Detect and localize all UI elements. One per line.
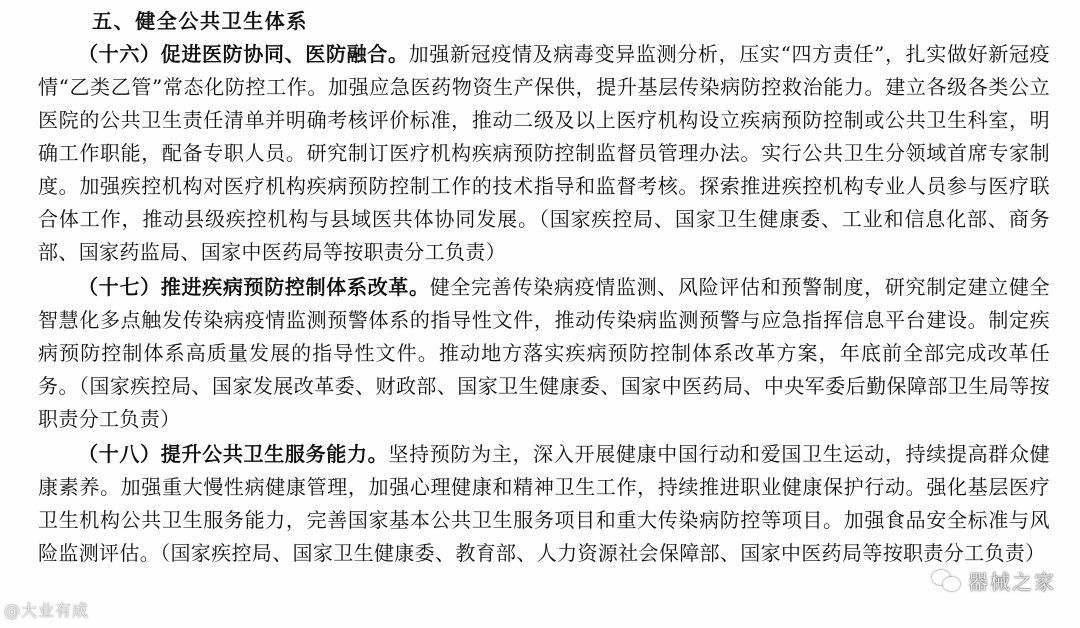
paragraph-18-body: 坚持预防为主，深入开展健康中国行动和爱国卫生运动，持续提高群众健康素养。加强重大慢性病健康管理，加强心理健康和精神卫生工作，持续推进职业健康保护行动。强化基层医疗卫生机构公共卫生服务能力，完善国家基本公共卫生服务项目和重大传染病防控等项目。加强食品安全标准与风险监测评估。 xyxy=(38,442,1051,565)
paragraph-17-responsibility: （国家疾控局、国家发展改革委、财政部、国家卫生健康委、国家中医药局、中央军委后勤保障部卫生局等按职责分工负责） xyxy=(38,374,1050,431)
watermark-right xyxy=(932,566,1056,595)
paragraph-18 xyxy=(38,438,1050,570)
paragraph-18-responsibility: （国家疾控局、国家卫生健康委、教育部、人力资源社会保障部、国家中医药局等按职责分工负责） xyxy=(160,541,1046,565)
paragraph-17 xyxy=(38,271,1050,436)
paragraph-17-heading: （十七）推进疾病预防控制体系改革。 xyxy=(78,275,430,299)
paragraph-16-heading: （十六）促进医防协同、医防融合。 xyxy=(78,42,409,66)
paragraph-16-body: 加强新冠疫情及病毒变异监测分析，压实“四方责任”，扎实做好新冠疫情“乙类乙管”常态化防控工作。加强应急医药物资生产保供，提升基层传染病防控救治能力。建立各级各类公立医院的公共卫生责任清单并明确考核评价标准，推动二级及以上医疗机构设立疾病预防控制或公共卫生科室，明确工作职能，配备专职人员。研究制订医疗机构疾病预防控制监督员管理办法。实行公共卫生分领域首席专家制度。加强疾控机构对医疗机构疾病预防控制工作的技术指导和监督考核。探索推进疾控机构专业人员参与医疗联合体工作，推动县级疾控机构与县域医共体协同发展。 xyxy=(38,42,1050,231)
paragraph-18-heading: （十八）提升公共卫生服务能力。 xyxy=(78,442,389,466)
paragraph-16-responsibility: （国家疾控局、国家卫生健康委、工业和信息化部、商务部、国家药监局、国家中医药局等按职责分工负责） xyxy=(38,207,1050,264)
section-title: 五、健全公共卫生体系 xyxy=(92,9,308,33)
paragraph-16 xyxy=(38,38,1050,269)
document-page xyxy=(38,0,1050,570)
watermark-right-text: 器械之家 xyxy=(968,570,1056,594)
wechat-icon xyxy=(932,568,962,594)
paragraph-17-body: 健全完善传染病疫情监测、风险评估和预警制度，研究制定建立健全智慧化多点触发传染病疫情监测预警体系的指导性文件，推动传染病监测预警与应急指挥信息平台建设。制定疾病预防控制体系高质量发展的指导性文件。推动地方落实疾病预防控制体系改革方案，年底前全部完成改革任务。 xyxy=(38,275,1051,398)
watermark-left: @大业有成 xyxy=(4,601,90,620)
